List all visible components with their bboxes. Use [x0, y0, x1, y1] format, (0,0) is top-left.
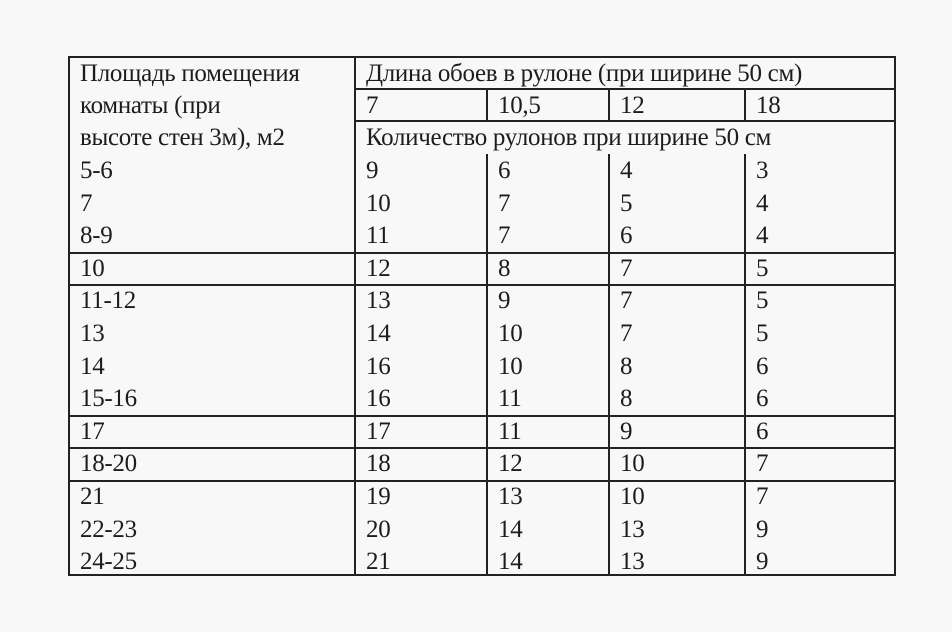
- area-cell: 18-20: [80, 450, 137, 478]
- roll-count-cell: 5: [756, 320, 769, 347]
- roll-count-cell: 7: [756, 483, 769, 510]
- roll-count-cell: 3: [756, 157, 769, 184]
- roll-count-cell: 5: [756, 254, 769, 282]
- roll-count-cell: 11: [366, 222, 390, 250]
- roll-count-cell: 10: [620, 450, 645, 478]
- roll-length-value: 18: [756, 92, 781, 119]
- area-cell: 5-6: [80, 157, 113, 184]
- roll-count-cell: 11: [498, 417, 522, 445]
- roll-count-cell: 19: [366, 483, 391, 510]
- roll-count-cell: 14: [498, 515, 523, 543]
- roll-count-cell: 13: [498, 483, 523, 510]
- area-column-divider: [354, 56, 356, 576]
- roll-count-cell: 10: [498, 320, 523, 347]
- value-column-divider: [486, 88, 488, 122]
- area-cell: 13: [80, 320, 105, 347]
- roll-count-cell: 17: [366, 417, 391, 445]
- roll-count-cell: 4: [756, 222, 769, 250]
- area-cell: 24-25: [80, 548, 137, 576]
- roll-count-cell: 16: [366, 385, 391, 413]
- roll-count-cell: 16: [366, 352, 391, 380]
- area-cell: 15-16: [80, 385, 137, 413]
- roll-count-cell: 4: [756, 189, 769, 217]
- roll-count-cell: 20: [366, 515, 391, 543]
- roll-count-cell: 14: [366, 320, 391, 347]
- roll-count-cell: 10: [366, 189, 391, 217]
- area-header-line-2: комнаты (при: [80, 92, 221, 119]
- roll-count-cell: 18: [366, 450, 391, 478]
- table-bottom-border: [68, 574, 896, 576]
- roll-count-cell: 5: [756, 287, 769, 315]
- area-cell: 11-12: [80, 287, 136, 315]
- roll-length-header: Длина обоев в рулоне (при ширине 50 см): [366, 60, 802, 87]
- table-right-border: [894, 56, 896, 576]
- roll-count-cell: 7: [620, 287, 633, 315]
- roll-count-cell: 12: [366, 254, 391, 282]
- area-cell: 10: [80, 254, 105, 282]
- roll-count-cell: 9: [620, 417, 633, 445]
- roll-count-cell: 9: [366, 157, 379, 184]
- row-group-separator: [68, 447, 896, 449]
- roll-count-cell: 21: [366, 548, 391, 576]
- roll-count-cell: 6: [498, 157, 511, 184]
- roll-count-cell: 7: [620, 320, 633, 347]
- roll-count-cell: 5: [620, 189, 633, 217]
- roll-count-cell: 7: [498, 189, 511, 217]
- roll-count-cell: 12: [498, 450, 523, 478]
- roll-count-cell: 7: [498, 222, 511, 250]
- roll-count-cell: 10: [498, 352, 523, 380]
- roll-count-cell: 14: [498, 548, 523, 576]
- roll-count-cell: 9: [756, 515, 769, 543]
- roll-count-cell: 6: [756, 352, 769, 380]
- roll-count-cell: 9: [756, 548, 769, 576]
- roll-count-cell: 8: [620, 352, 633, 380]
- roll-count-cell: 13: [620, 548, 645, 576]
- value-column-divider: [744, 154, 746, 576]
- roll-count-header: Количество рулонов при ширине 50 см: [366, 124, 772, 151]
- area-header-line-1: Площадь помещения: [80, 60, 300, 87]
- area-cell: 22-23: [80, 515, 137, 543]
- area-cell: 7: [80, 189, 93, 217]
- roll-count-cell: 10: [620, 483, 645, 510]
- value-column-divider: [608, 88, 610, 122]
- table-left-border: [68, 56, 70, 576]
- area-cell: 8-9: [80, 222, 113, 250]
- value-column-divider: [486, 154, 488, 576]
- row-group-separator: [68, 415, 896, 417]
- roll-count-cell: 11: [498, 385, 522, 413]
- roll-count-cell: 9: [498, 287, 511, 315]
- area-header-line-3: высоте стен 3м), м2: [80, 124, 285, 151]
- roll-count-cell: 8: [498, 254, 511, 282]
- area-cell: 21: [80, 483, 105, 510]
- roll-count-cell: 4: [620, 157, 633, 184]
- area-cell: 14: [80, 352, 105, 380]
- roll-length-value: 7: [366, 92, 379, 119]
- roll-count-cell: 6: [756, 385, 769, 413]
- wallpaper-rolls-table: [68, 56, 896, 576]
- roll-count-cell: 6: [620, 222, 633, 250]
- roll-count-cell: 8: [620, 385, 633, 413]
- roll-count-cell: 13: [366, 287, 391, 315]
- row-group-separator: [68, 480, 896, 482]
- row-group-separator: [68, 284, 896, 286]
- roll-count-cell: 7: [756, 450, 769, 478]
- roll-length-value: 12: [620, 92, 645, 119]
- roll-count-cell: 6: [756, 417, 769, 445]
- roll-length-value: 10,5: [498, 92, 541, 119]
- roll-count-cell: 7: [620, 254, 633, 282]
- value-column-divider: [608, 154, 610, 576]
- roll-count-cell: 13: [620, 515, 645, 543]
- value-column-divider: [744, 88, 746, 122]
- row-group-separator: [68, 252, 896, 254]
- area-cell: 17: [80, 417, 105, 445]
